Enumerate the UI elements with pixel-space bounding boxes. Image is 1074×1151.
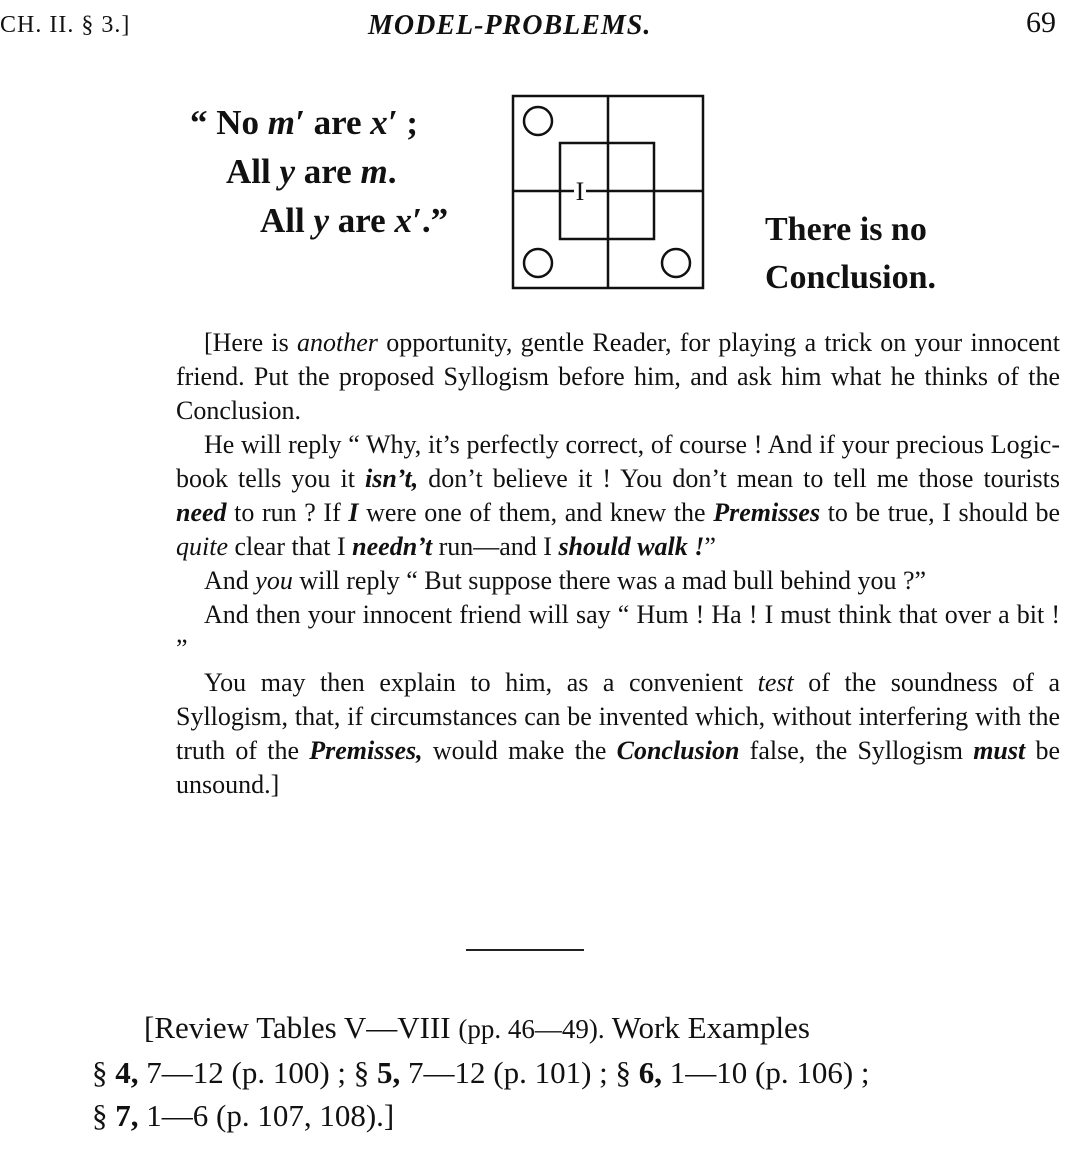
occupied-mark-I: I	[575, 177, 585, 206]
section-divider	[466, 949, 584, 951]
review-instructions	[92, 1006, 1062, 1137]
commentary	[176, 326, 1060, 802]
logic-diagram	[510, 92, 710, 294]
syllogism-line-2: All y are m.	[226, 152, 397, 191]
empty-cell-circle-top-left	[524, 107, 552, 135]
paragraph-3: And you will reply “ But suppose there was a mad bull behind you ?”	[204, 566, 927, 595]
syllogism-line-1: “ No m′ are x′ ;	[190, 103, 419, 142]
empty-cell-circle-bottom-right	[662, 249, 690, 277]
running-title: MODEL-PROBLEMS.	[368, 10, 652, 41]
chapter-reference: CH. II. § 3.]	[0, 12, 131, 38]
paragraph-5: You may then explain to him, as a convenient test of the soundness of a Syllogism, that, if circumstances can be invented which, without interfering with the truth of the Premisses, would make the Conclusion false, the Syllogism must be unsound.]	[176, 668, 1061, 799]
paragraph-2: He will reply “ Why, it’s perfectly correct, of course ! And if your precious Logic-book tells you it isn’t, don’t believe it ! You don’t mean to tell me those tourists need to run ? If I were one of them, and knew the Premisses to be true, I should be quite clear that I needn’t run—and I should walk !”	[176, 430, 1061, 561]
review-line-1: [Review Tables V—VIII (pp. 46—49). Work Examples	[144, 1010, 810, 1045]
review-line-3: § 7, 1—6 (p. 107, 108).]	[92, 1098, 395, 1133]
review-line-2: § 4, 7—12 (p. 100) ; § 5, 7—12 (p. 101) ; § 6, 1—10 (p. 106) ;	[92, 1055, 870, 1090]
syllogism-line-3: All y are x′.”	[260, 201, 449, 240]
conclusion-note	[765, 206, 936, 302]
syllogism-premisses	[190, 98, 448, 245]
conclusion-line-2: Conclusion.	[765, 259, 936, 296]
conclusion-line-1: There is no	[765, 211, 927, 248]
paragraph-4: And then your innocent friend will say “ Hum ! Ha ! I must think that over a bit ! ”	[176, 600, 1060, 663]
paragraph-1: [Here is another opportunity, gentle Reader, for playing a trick on your innocent friend. Put the proposed Syllogism before him, and ask him what he thinks of the Conclusion.	[176, 328, 1061, 425]
page-number: 69	[1026, 6, 1056, 39]
empty-cell-circle-bottom-left	[524, 249, 552, 277]
running-header	[0, 6, 1074, 46]
